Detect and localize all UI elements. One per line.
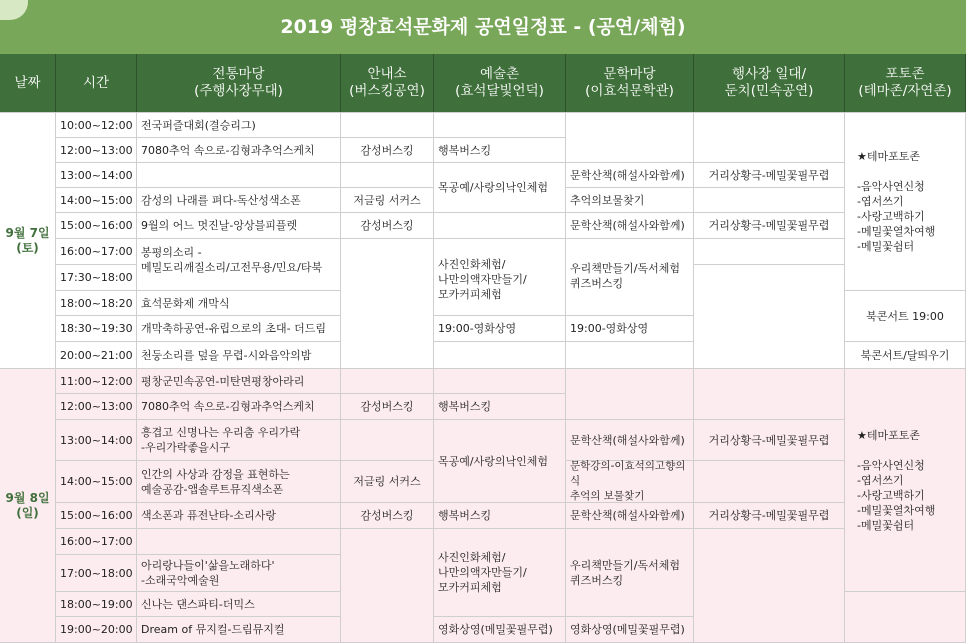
day2-info-event: 저글링 서커스 [340, 460, 434, 503]
day1-info-empty [340, 162, 434, 188]
day1-lit-event: 추억의보물찾기 [565, 187, 694, 213]
day1-folk-empty [693, 264, 845, 369]
day2-art-event: 영화상영(메밀꽃필무렵) [433, 616, 566, 643]
day2-time: 19:00~20:00 [55, 616, 137, 643]
day1-stage-event: 전국퍼즐대회(결승리그) [136, 112, 341, 138]
day1-lit-empty [565, 112, 694, 163]
day2-time: 13:00~14:00 [55, 419, 137, 461]
day1-stage-event: 감성의 나래를 펴다-독산성색소폰 [136, 187, 341, 213]
day1-date: 9월 7일 (토) [0, 112, 56, 369]
day2-stage-event: 신나는 댄스파티-더믹스 [136, 591, 341, 617]
header-info-center: 안내소 (버스킹공연) [341, 54, 434, 112]
day2-info-empty [340, 528, 434, 643]
header-time: 시간 [56, 54, 137, 112]
day1-stage-event: 천둥소리를 덮을 무렵-시와음악의밤 [136, 341, 341, 369]
day2-info-empty [340, 368, 434, 394]
day2-art-event: 사진인화체험/ 나만의액자만들기/ 모카커피체험 [433, 528, 566, 617]
day1-stage-event: 봉평의소리 - 메밀도리깨질소리/고전무용/민요/타북 [136, 238, 341, 291]
day2-lit-event: 문학산책(해설사와함께) [565, 419, 694, 461]
day1-time: 17:30~18:00 [55, 264, 137, 291]
day1-info-empty [340, 238, 434, 369]
day1-time: 14:00~15:00 [55, 187, 137, 213]
day1-stage-empty [136, 162, 341, 188]
day2-time: 15:00~16:00 [55, 502, 137, 529]
day1-time: 20:00~21:00 [55, 341, 137, 369]
header-main-stage: 전통마당 (주행사장무대) [137, 54, 341, 112]
day2-time: 17:00~18:00 [55, 554, 137, 592]
day1-time: 10:00~12:00 [55, 112, 137, 138]
day2-stage-event: 평창군민속공연-미탄면평창아라리 [136, 368, 341, 394]
day1-art-empty [433, 212, 566, 239]
day1-photo-zone: ★테마포토존 -음악사연신청 -엽서쓰기 -사랑고백하기 -메밀꽃열차여행 -메밀꽃쉼터 [844, 112, 966, 291]
day2-folk-event: 거리상황극-메밀꽃필무렵 [693, 419, 845, 461]
day2-stage-event: Dream of 뮤지컬-드림뮤지컬 [136, 616, 341, 643]
day1-art-empty [433, 112, 566, 138]
day2-stage-empty [136, 528, 341, 555]
day2-stage-event: 인간의 사상과 감정을 표현하는 예술공감-앱솔루트뮤직색소폰 [136, 460, 341, 503]
day1-art-event: 목공예/사랑의낙인체험 [433, 162, 566, 213]
day2-stage-event: 흥겹고 신명나는 우리춤 우리가락 -우리가락좋을시구 [136, 419, 341, 461]
day2-folk-event: 거리상황극-메밀꽃필무렵 [693, 502, 845, 529]
day1-info-event: 감성버스킹 [340, 137, 434, 163]
day2-art-event: 행복버스킹 [433, 393, 566, 420]
day2-photo-empty [844, 591, 966, 643]
day1-folk-empty [693, 112, 845, 163]
header-literature: 문학마당 (이효석문학관) [566, 54, 694, 112]
day2-lit-event: 문학강의-이효석의고향의식 추억의 보물찾기 [565, 460, 694, 503]
day1-stage-event: 7080추억 속으로-김형과추억스케치 [136, 137, 341, 163]
day2-time: 11:00~12:00 [55, 368, 137, 394]
day2-art-event: 목공예/사랑의낙인체험 [433, 419, 566, 503]
day2-date: 9월 8일 (일) [0, 368, 56, 643]
header-photo-zone: 포토존 (테마존/자연존) [845, 54, 966, 112]
day1-photo-event: 북콘서트 19:00 [844, 290, 966, 342]
day1-time: 15:00~16:00 [55, 212, 137, 239]
day1-stage-event: 9월의 어느 멋진날-앙상블피플렛 [136, 212, 341, 239]
day1-art-event: 19:00-영화상영 [433, 315, 566, 342]
day2-time: 12:00~13:00 [55, 393, 137, 420]
day1-lit-event: 문학산책(해설사와함께) [565, 162, 694, 188]
day1-lit-empty [565, 341, 694, 369]
day1-lit-event: 19:00-영화상영 [565, 315, 694, 342]
day1-time: 13:00~14:00 [55, 162, 137, 188]
day2-folk-empty [693, 368, 845, 420]
day2-lit-empty [565, 368, 694, 420]
day1-lit-event: 문학산책(해설사와함께) [565, 212, 694, 239]
day2-stage-event: 7080추억 속으로-김형과추억스케치 [136, 393, 341, 420]
day2-stage-event: 아리랑나들이'삶을노래하다' -소래국악예술원 [136, 554, 341, 592]
day1-time: 18:00~18:20 [55, 290, 137, 316]
day2-time: 14:00~15:00 [55, 460, 137, 503]
header-folk: 행사장 일대/ 둔치(민속공연) [694, 54, 845, 112]
header-art-village: 예술촌 (효석달빛언덕) [434, 54, 566, 112]
day2-lit-event: 영화상영(메밀꽃필무렵) [565, 616, 694, 643]
day1-time: 18:30~19:30 [55, 315, 137, 342]
day1-art-event: 행복버스킹 [433, 137, 566, 163]
day2-folk-empty [693, 460, 845, 503]
day1-art-event: 사진인화체험/ 나만의액자만들기/ 모카커피체험 [433, 238, 566, 316]
day2-time: 18:00~19:00 [55, 591, 137, 617]
day2-lit-event: 문학산책(해설사와함께) [565, 502, 694, 529]
day2-art-empty [433, 368, 566, 394]
day1-lit-event: 우리책만들기/독서체험 퀴즈버스킹 [565, 238, 694, 316]
day2-art-event: 행복버스킹 [433, 502, 566, 529]
day2-info-empty [340, 419, 434, 461]
day1-info-event: 감성버스킹 [340, 212, 434, 239]
day2-info-event: 감성버스킹 [340, 502, 434, 529]
day1-time: 16:00~17:00 [55, 238, 137, 265]
day2-stage-event: 색소폰과 퓨전난타-소리사랑 [136, 502, 341, 529]
day2-lit-event: 우리책만들기/독서체험 퀴즈버스킹 [565, 528, 694, 617]
day1-info-event: 저글링 서커스 [340, 187, 434, 213]
page-title: 2019 평창효석문화제 공연일정표 - (공연/체험) [280, 16, 686, 38]
day1-folk-event: 거리상황극-메밀꽃필무렵 [693, 212, 845, 239]
day1-stage-event: 개막축하공연-유립으로의 초대- 더드림 [136, 315, 341, 342]
day2-info-event: 감성버스킹 [340, 393, 434, 420]
day2-time: 16:00~17:00 [55, 528, 137, 555]
day2-photo-zone: ★테마포토존 -음악사연신청 -엽서쓰기 -사랑고백하기 -메밀꽃열차여행 -메밀꽃쉼터 [844, 368, 966, 592]
day1-folk-event: 거리상황극-메밀꽃필무렵 [693, 162, 845, 188]
day1-time: 12:00~13:00 [55, 137, 137, 163]
day1-stage-event: 효석문화제 개막식 [136, 290, 341, 316]
day1-info-empty [340, 112, 434, 138]
header-date: 날짜 [0, 54, 56, 112]
day1-folk-empty [693, 238, 845, 265]
day1-folk-empty [693, 187, 845, 213]
day1-photo-event: 북콘서트/달띄우기 [844, 341, 966, 369]
day2-folk-empty [693, 528, 845, 643]
day1-art-empty [433, 341, 566, 369]
